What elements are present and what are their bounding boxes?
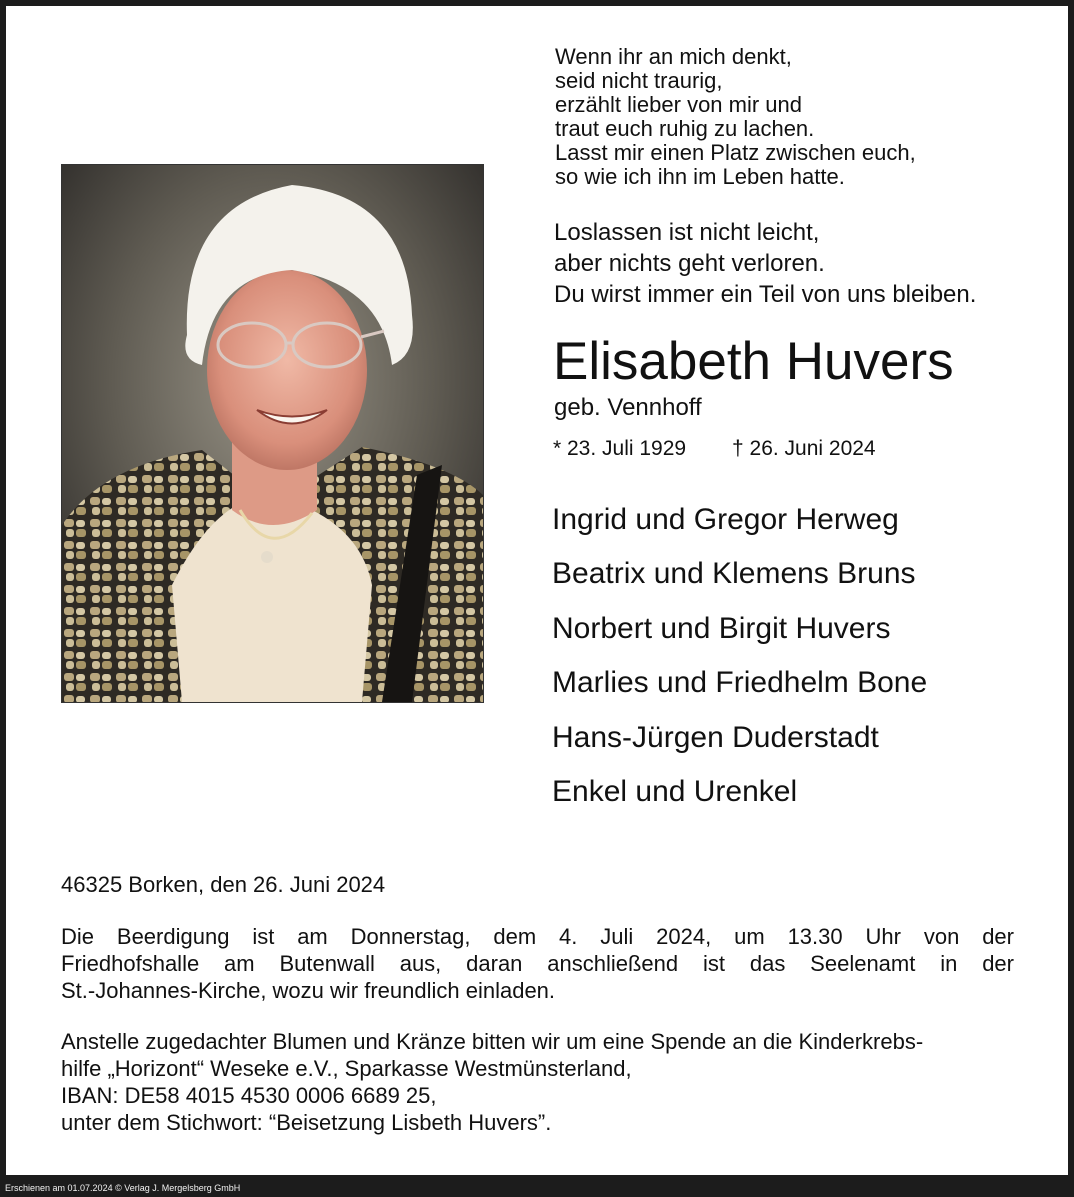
- poem-stanza-2: [554, 217, 976, 310]
- poem-line: so wie ich ihn im Leben hatte.: [555, 164, 845, 189]
- place-date: 46325 Borken, den 26. Juni 2024: [61, 872, 386, 897]
- mourner-name: Norbert und Birgit Huvers: [552, 612, 891, 645]
- birth-date: * 23. Juli 1929: [553, 437, 687, 460]
- poem-line: seid nicht traurig,: [555, 68, 723, 93]
- deceased-name: Elisabeth Huvers: [553, 332, 954, 391]
- poem-line: erzählt lieber von mir und: [555, 92, 803, 117]
- mourner-name: Hans-Jürgen Duderstadt: [552, 721, 879, 754]
- donation-line: Anstelle zugedachter Blumen und Kränze bitten wir um eine Spende an die Kinderkrebs-: [61, 1029, 924, 1054]
- poem-line: Lasst mir einen Platz zwischen euch,: [555, 140, 916, 165]
- mourner-name: Ingrid und Gregor Herweg: [552, 503, 899, 536]
- birth-name: geb. Vennhoff: [554, 394, 702, 421]
- portrait-illustration: [62, 165, 483, 702]
- donation-paragraph: [61, 1028, 1014, 1136]
- funeral-line: St.-Johannes-Kirche, wozu wir freundlich einladen.: [61, 978, 556, 1003]
- poem-line: Du wirst immer ein Teil von uns bleiben.: [554, 281, 977, 308]
- poem-line: aber nichts geht verloren.: [554, 250, 825, 277]
- poem-line: traut euch ruhig zu lachen.: [555, 116, 815, 141]
- funeral-line: Die Beerdigung ist am Donnerstag, dem 4. Juli 2024, um 13.30 Uhr von der: [61, 924, 1014, 949]
- funeral-paragraph: [61, 923, 1014, 1004]
- death-date: † 26. Juni 2024: [732, 437, 876, 460]
- poem-stanza-1: [555, 45, 916, 189]
- mourner-name: Marlies und Friedhelm Bone: [552, 666, 928, 699]
- donation-line: IBAN: DE58 4015 4530 0006 6689 25,: [61, 1083, 437, 1108]
- poem-line: Wenn ihr an mich denkt,: [555, 44, 792, 69]
- publication-credit: Erschienen am 01.07.2024 © Verlag J. Mergelsberg GmbH: [5, 1183, 241, 1193]
- portrait-photo: [61, 164, 484, 703]
- funeral-line: Friedhofshalle am Butenwall aus, daran anschließend ist das Seelenamt in der: [61, 951, 1014, 976]
- mourner-name: Beatrix und Klemens Bruns: [552, 557, 916, 590]
- poem-line: Loslassen ist nicht leicht,: [554, 219, 820, 246]
- mourner-name: Enkel und Urenkel: [552, 775, 798, 808]
- donation-line: unter dem Stichwort: “Beisetzung Lisbeth Huvers”.: [61, 1110, 552, 1135]
- donation-line: hilfe „Horizont“ Weseke e.V., Sparkasse Westmünsterland,: [61, 1056, 632, 1081]
